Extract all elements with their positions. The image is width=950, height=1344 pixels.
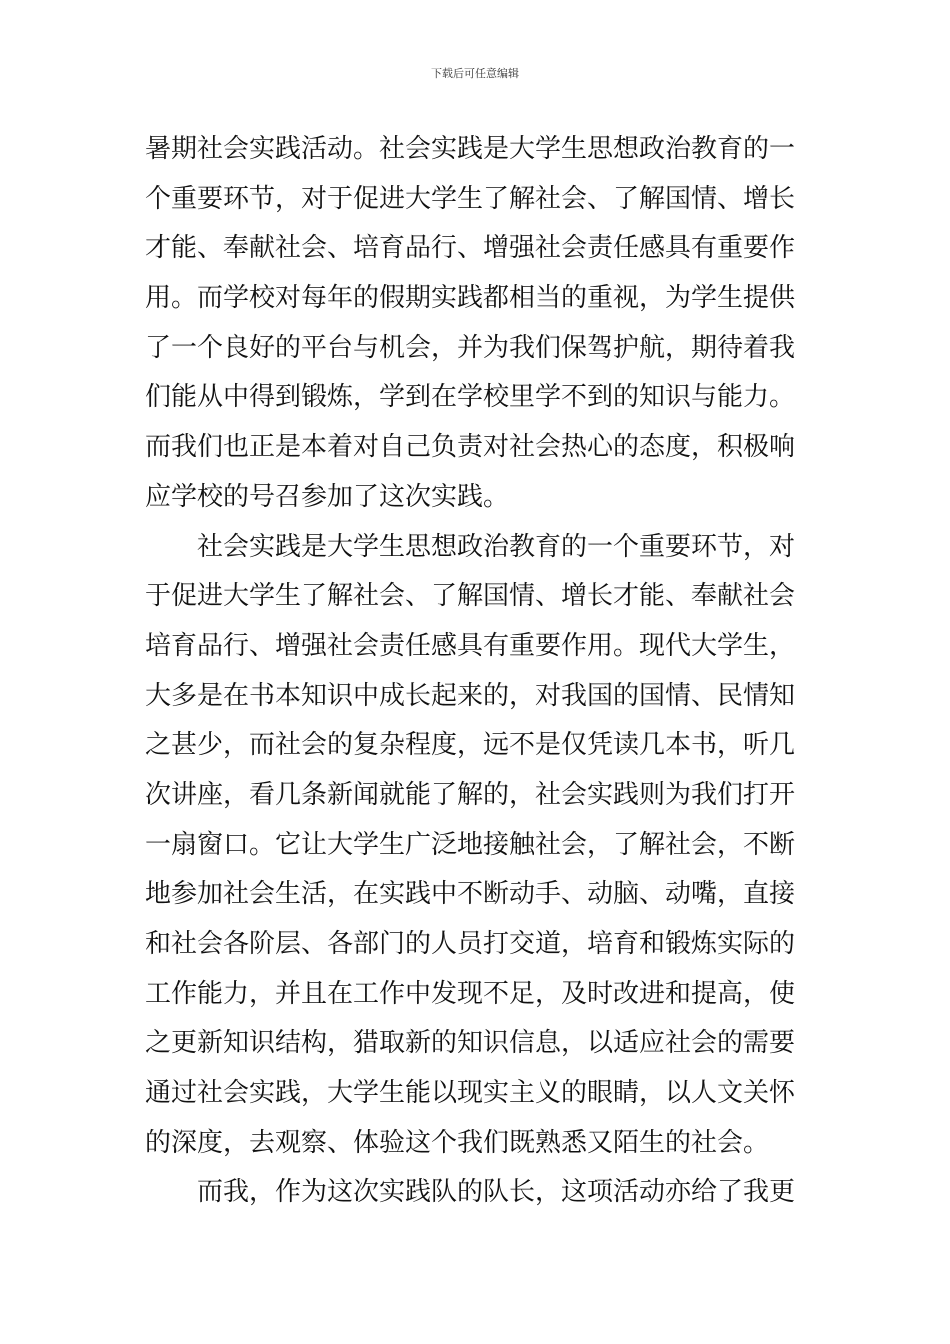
document-body bbox=[145, 125, 805, 1218]
text-line: 之甚少，而社会的复杂程度，远不是仅凭读几本书，听几 bbox=[145, 730, 796, 761]
text-line: 工作能力，并且在工作中发现不足，及时改进和提高，使 bbox=[145, 978, 796, 1009]
text-line: 暑期社会实践活动。社会实践是大学生思想政治教育的一 bbox=[145, 134, 796, 164]
text-line: 和社会各阶层、各部门的人员打交道，培育和锻炼实际的 bbox=[145, 929, 796, 959]
text-line: 次讲座，看几条新闻就能了解的，社会实践则为我们打开 bbox=[145, 779, 796, 810]
text-line: 一扇窗口。它让大学生广泛地接触社会，了解社会，不断 bbox=[145, 829, 796, 860]
text-line: 大多是在书本知识中成长起来的，对我国的国情、民情知 bbox=[145, 680, 796, 711]
page-header-note: 下载后可任意编辑 bbox=[431, 67, 519, 80]
text-line: 地参加社会生活，在实践中不断动手、动脑、动嘴，直接 bbox=[145, 879, 796, 910]
text-line: 社会实践是大学生思想政治教育的一个重要环节，对 bbox=[145, 531, 796, 562]
text-line: 于促进大学生了解社会、了解国情、增长才能、奉献社会 bbox=[145, 581, 796, 612]
text-line: 的深度，去观察、体验这个我们既熟悉又陌生的社会。 bbox=[145, 1127, 770, 1158]
text-line: 而我，作为这次实践队的队长，这项活动亦给了我更 bbox=[145, 1177, 796, 1208]
text-line: 了一个良好的平台与机会，并为我们保驾护航，期待着我 bbox=[145, 332, 796, 363]
text-line: 通过社会实践，大学生能以现实主义的眼睛，以人文关怀 bbox=[145, 1078, 796, 1109]
text-line: 应学校的号召参加了这次实践。 bbox=[145, 481, 510, 512]
text-line: 而我们也正是本着对自己负责对社会热心的态度，积极响 bbox=[145, 432, 796, 463]
text-line: 培育品行、增强社会责任感具有重要作用。现代大学生， bbox=[145, 630, 796, 661]
text-line: 之更新知识结构，猎取新的知识信息，以适应社会的需要 bbox=[145, 1028, 796, 1059]
text-line: 个重要环节，对于促进大学生了解社会、了解国情、增长 bbox=[145, 183, 796, 214]
text-line: 们能从中得到锻炼，学到在学校里学不到的知识与能力。 bbox=[145, 382, 796, 413]
text-line: 用。而学校对每年的假期实践都相当的重视，为学生提供 bbox=[145, 283, 796, 314]
text-line: 才能、奉献社会、培育品行、增强社会责任感具有重要作 bbox=[145, 233, 796, 264]
